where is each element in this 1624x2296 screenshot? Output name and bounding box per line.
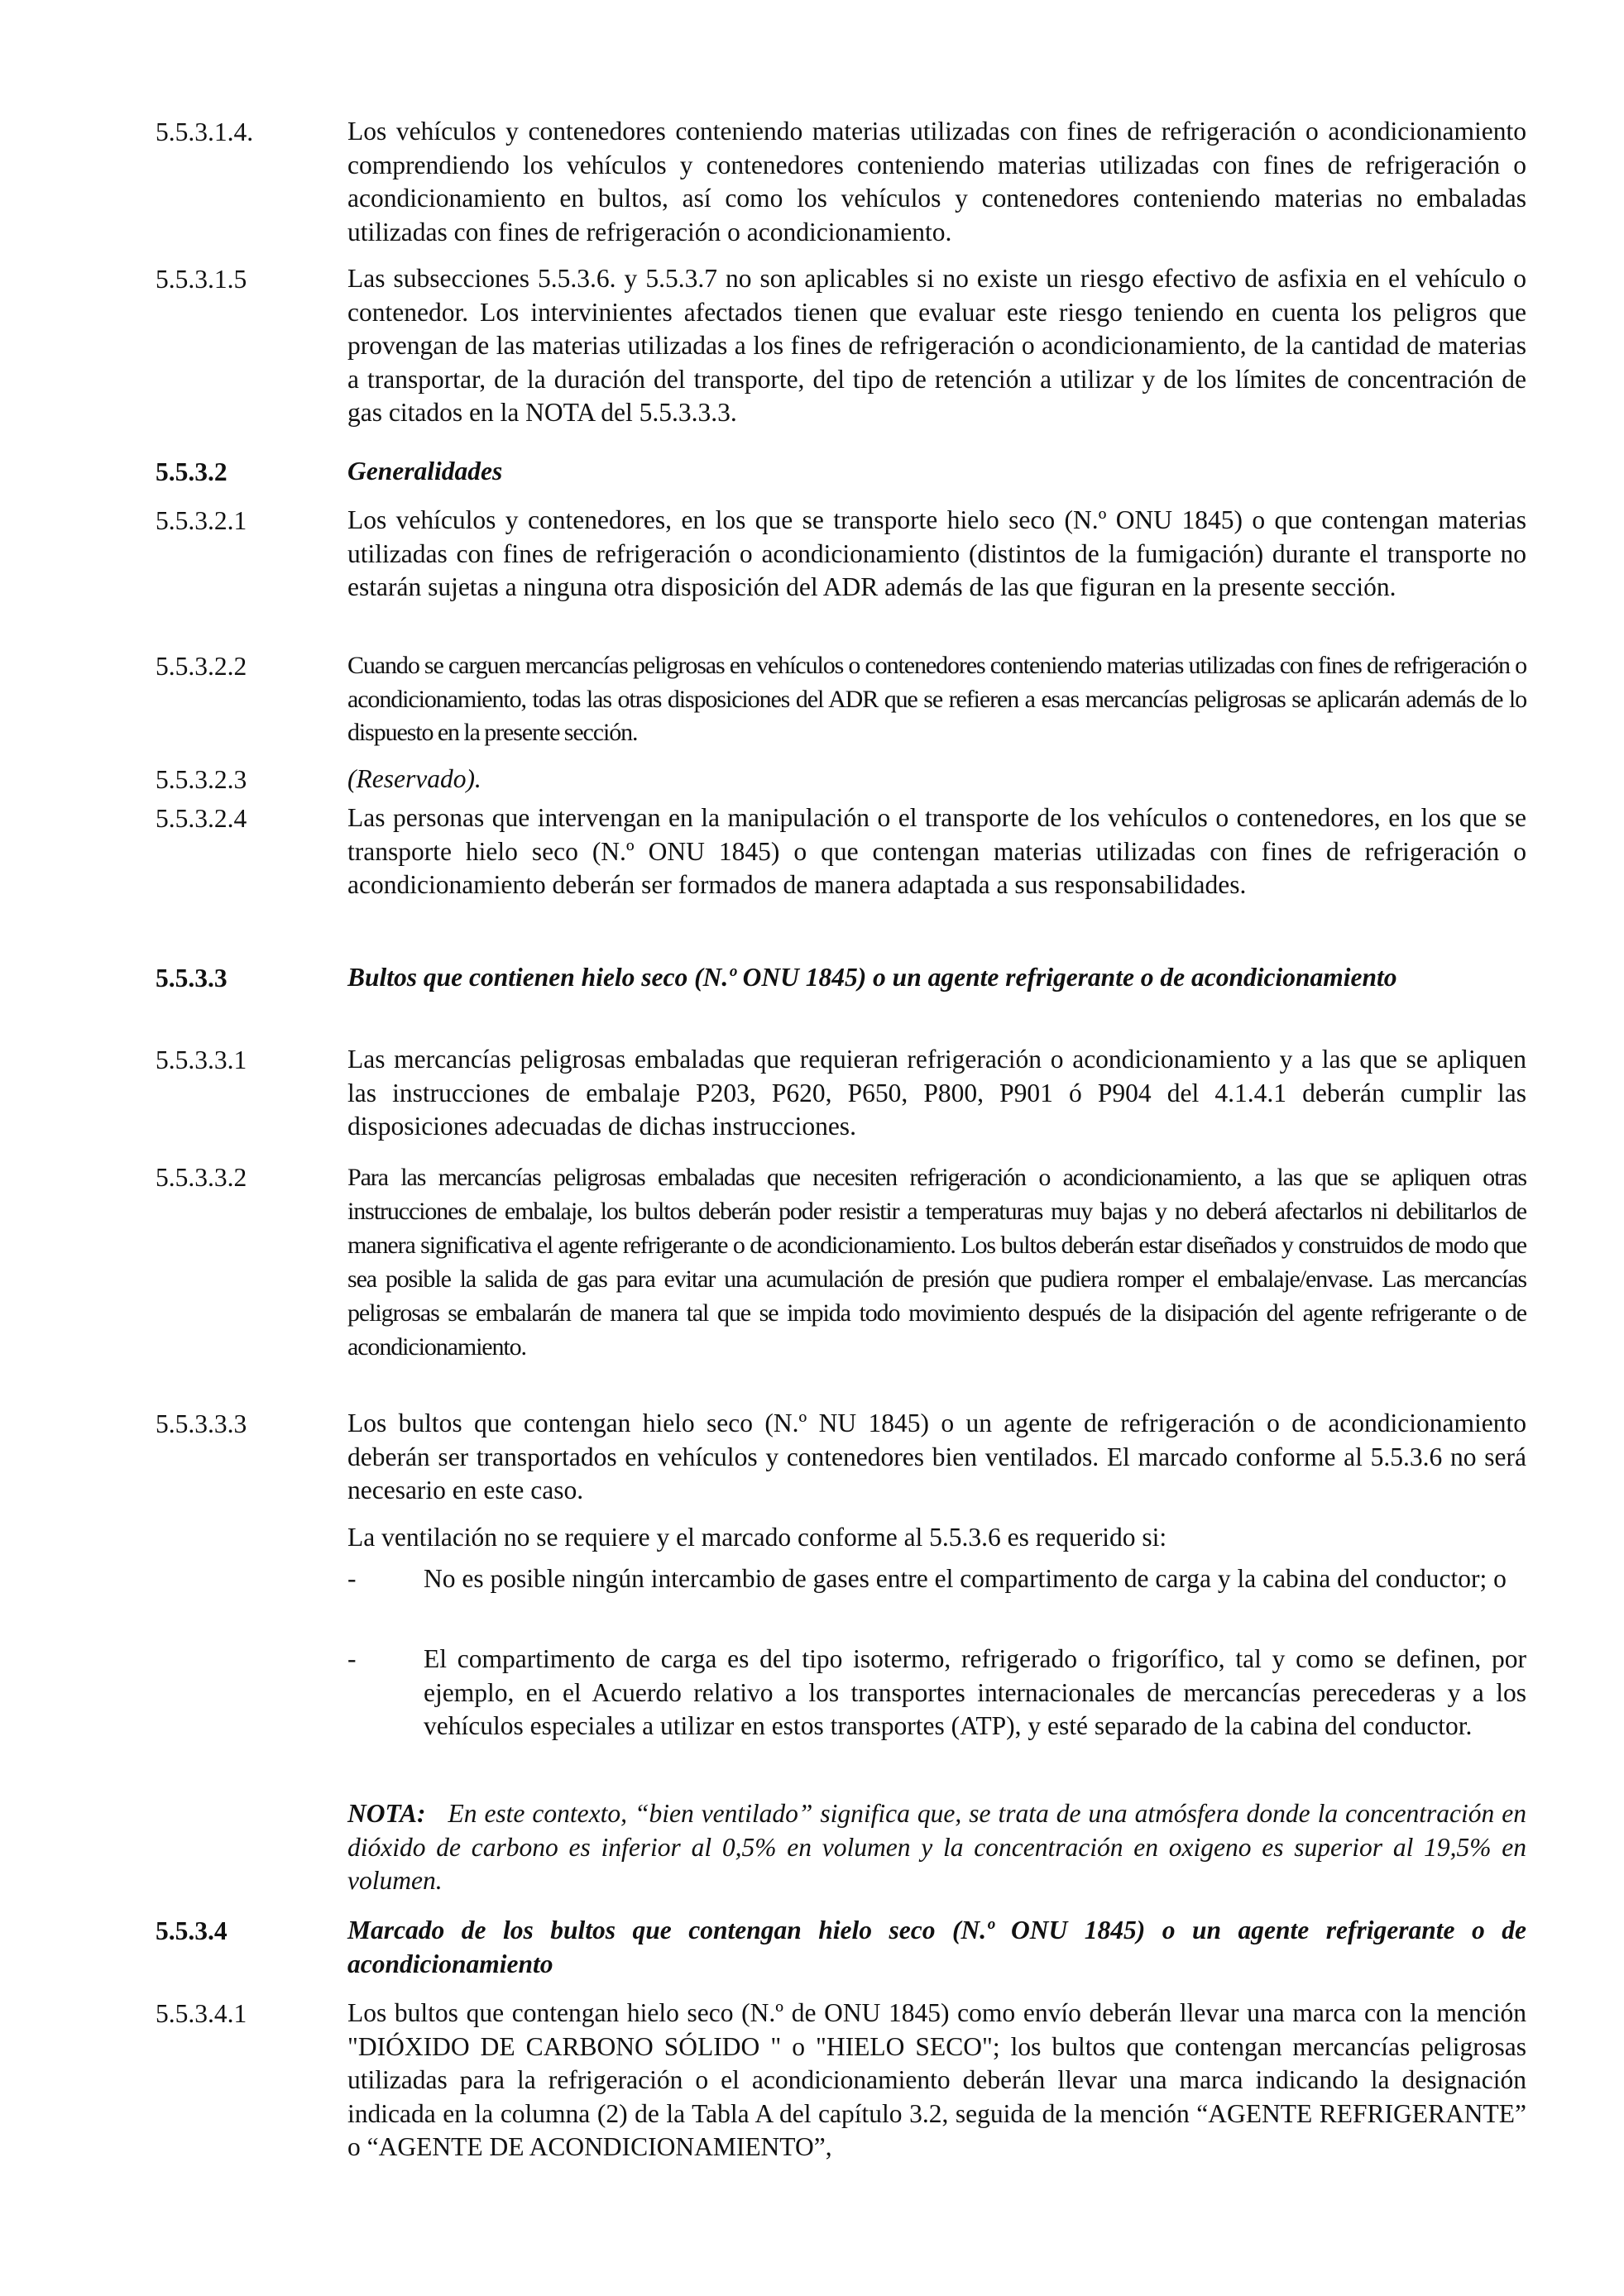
- section-text: Las subsecciones 5.5.3.6. y 5.5.3.7 no son aplicables si no existe un riesgo efectivo de asfixia en el vehículo o contenedor. Los intervinientes afectados tienen que evaluar este riesgo teniendo en cuenta los peligros que provengan de las materias utilizadas a los fines de refrigeración o acondicionamiento, de la cantidad de materias a transportar, de la duración del transporte, del tipo de retención a utilizar y de los límites de concentración de gas citados en la NOTA del 5.5.3.3.3.: [347, 264, 1526, 427]
- section-heading: Bultos que contienen hielo seco (N.º ONU 1845) o un agente refrigerante o de acondicionamiento: [347, 963, 1397, 992]
- section-heading: Generalidades: [347, 457, 503, 486]
- section-number: 5.5.3.2.3: [156, 765, 247, 794]
- bullet-dash: -: [347, 1644, 357, 1673]
- section-number: 5.5.3.3.2: [156, 1163, 247, 1192]
- note-text: En este contexto, “bien ventilado” significa que, se trata de una atmósfera donde la concentración en dióxido de carbono es inferior al 0,5% en volumen y la concentración en oxigeno es superior al 19,5% en volumen.: [347, 1799, 1527, 1895]
- section-number: 5.5.3.2.4: [156, 804, 247, 833]
- section-number: 5.5.3.1.4.: [156, 117, 254, 146]
- section-number: 5.5.3.2: [156, 457, 228, 486]
- section-text: Los bultos que contengan hielo seco (N.º NU 1845) o un agente de refrigeración o de acondicionamiento deberán ser transportados en vehículos y contenedores bien ventilados. El marcado conforme al 5.5.3.6 no será necesario en este caso.: [347, 1409, 1526, 1504]
- bullet-dash: -: [347, 1564, 357, 1593]
- section-number: 5.5.3.1.5: [156, 265, 247, 294]
- section-text: (Reservado).: [347, 764, 481, 793]
- note-block: [347, 1797, 1526, 1898]
- section-text: Las personas que intervengan en la manipulación o el transporte de los vehículos o contenedores, en los que se transporte hielo seco (N.º ONU 1845) o que contengan materias utilizadas con fines de refrigeración o acondicionamiento deberán ser formados de manera adaptada a sus responsabilidades.: [347, 803, 1526, 899]
- section-heading: Marcado de los bultos que contengan hielo seco (N.º ONU 1845) o un agente refrigerante o de acondicionamiento: [347, 1916, 1526, 1978]
- section-text: Los vehículos y contenedores conteniendo materias utilizadas con fines de refrigeración o acondicionamiento comprendiendo los vehículos y contenedores conteniendo materias utilizadas con fines de refrigeración o acondicionamiento en bultos, así como los vehículos y contenedores conteniendo materias no embaladas utilizadas con fines de refrigeración o acondicionamiento.: [347, 117, 1526, 246]
- section-text: Los vehículos y contenedores, en los que se transporte hielo seco (N.º ONU 1845) o que contengan materias utilizadas con fines de refrigeración o acondicionamiento (distintos de la fumigación) durante el transporte no estarán sujetas a ninguna otra disposición del ADR además de las que figuran en la presente sección.: [347, 505, 1526, 601]
- section-text: Para las mercancías peligrosas embaladas que necesiten refrigeración o acondicionamiento, a las que se apliquen otras instrucciones de embalaje, los bultos deberán poder resistir a temperaturas muy bajas y no deberá afectarlos ni debilitarlos de manera significativa el agente refrigerante o de acondicionamiento. Los bultos deberán estar diseñados y construidos de modo que sea posible la salida de gas para evitar una acumulación de presión que pudiera romper el embalaje/envase. Las mercancías peligrosas se embalarán de manera tal que se impida todo movimiento después de la disipación del agente refrigerante o de acondicionamiento.: [347, 1164, 1526, 1361]
- section-text: Los bultos que contengan hielo seco (N.º de ONU 1845) como envío deberán llevar una marca con la mención "DIÓXIDO DE CARBONO SÓLIDO " o "HIELO SECO"; los bultos que contengan mercancías peligrosas utilizadas para la refrigeración o el acondicionamiento deberán llevar una marca indicando la designación indicada en la columna (2) de la Tabla A del capítulo 3.2, seguida de la mención “AGENTE REFRIGERANTE” o “AGENTE DE ACONDICIONAMIENTO”,: [347, 1998, 1526, 2161]
- bullet-text: No es posible ningún intercambio de gases entre el compartimento de carga y la cabina del conductor; o: [424, 1564, 1507, 1593]
- note-label: NOTA:: [347, 1799, 426, 1828]
- section-number: 5.5.3.2.1: [156, 506, 247, 535]
- section-text: La ventilación no se requiere y el marcado conforme al 5.5.3.6 es requerido si:: [347, 1523, 1167, 1552]
- bullet-text: El compartimento de carga es del tipo isotermo, refrigerado o frigorífico, tal y como se definen, por ejemplo, en el Acuerdo relativo a los transportes internacionales de mercancías perecederas y a los vehículos especiales a utilizar en estos transportes (ATP), y esté separado de la cabina del conductor.: [424, 1644, 1526, 1740]
- section-number: 5.5.3.4.1: [156, 1999, 247, 2028]
- section-number: 5.5.3.3.3: [156, 1409, 247, 1438]
- section-number: 5.5.3.4: [156, 1916, 228, 1945]
- section-number: 5.5.3.2.2: [156, 652, 247, 681]
- section-number: 5.5.3.3.1: [156, 1045, 247, 1074]
- section-number: 5.5.3.3: [156, 964, 228, 993]
- section-text: Cuando se carguen mercancías peligrosas en vehículos o contenedores conteniendo materias utilizadas con fines de refrigeración o acondicionamiento, todas las otras disposiciones del ADR que se refieren a esas mercancías peligrosas se aplicarán además de lo dispuesto en la presente sección.: [347, 652, 1526, 746]
- section-text: Las mercancías peligrosas embaladas que requieran refrigeración o acondicionamiento y a las que se apliquen las instrucciones de embalaje P203, P620, P650, P800, P901 ó P904 del 4.1.4.1 deberán cumplir las disposiciones adecuadas de dichas instrucciones.: [347, 1045, 1526, 1141]
